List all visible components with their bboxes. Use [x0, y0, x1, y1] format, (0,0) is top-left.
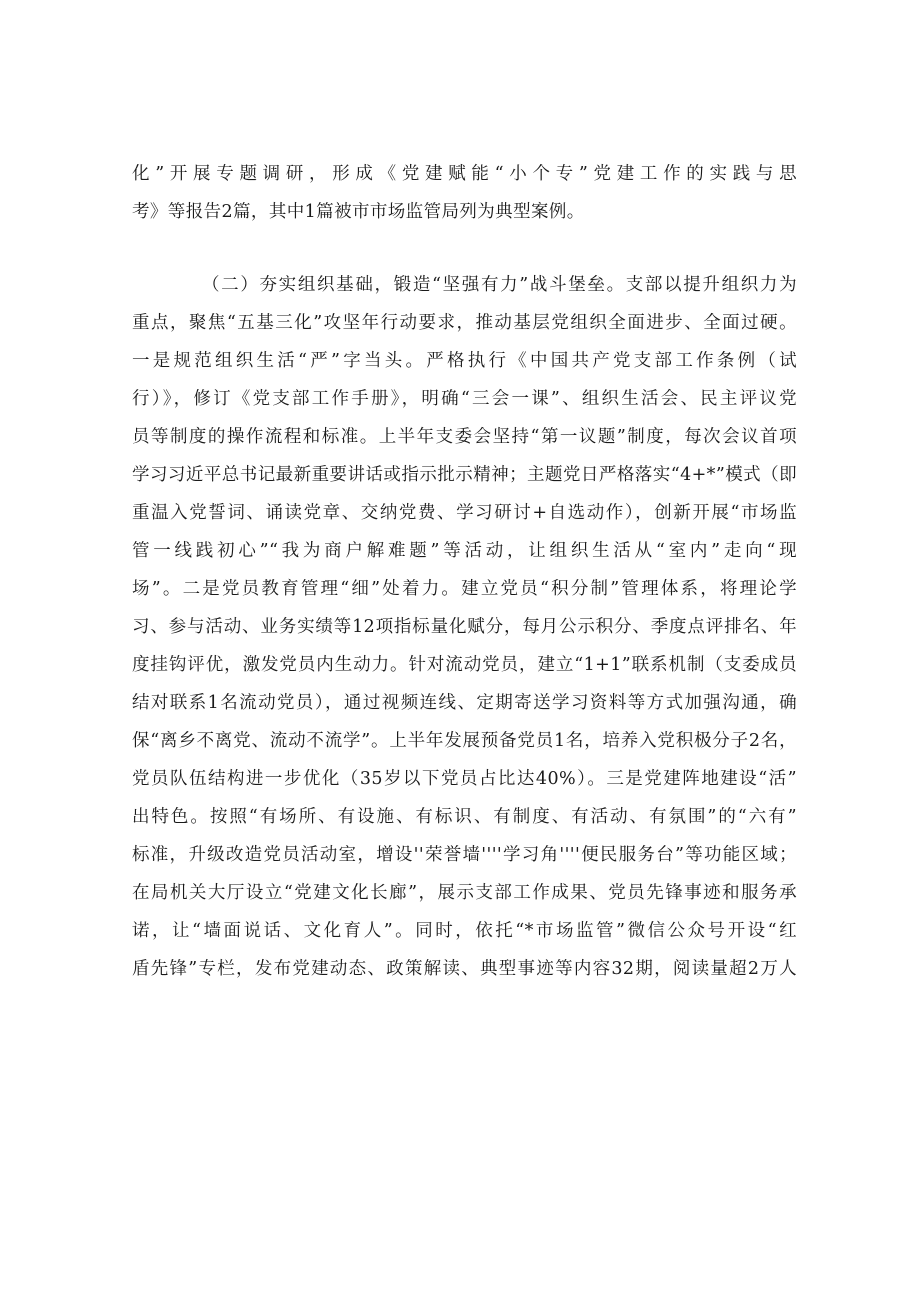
section-heading-line: （二）夯实组织基础，锻造“坚强有力”战斗堡垒。支部以提升组织力为 — [202, 275, 797, 295]
text-line: 重温入党誓词、诵读党章、交纳党费、学习研讨+自选动作），创新开展“市场监 — [132, 503, 797, 523]
text-line: 保“离乡不离党、流动不流学”。上半年发展预备党员1名，培养入党积极分子2名， — [132, 731, 797, 751]
text-line: 管一线践初心”“我为商户解难题”等活动，让组织生活从“室内”走向“现 — [132, 541, 797, 561]
text-line: 出特色。按照“有场所、有设施、有标识、有制度、有活动、有氛围”的“六有” — [132, 807, 797, 827]
text-line: 行）》，修订《党支部工作手册》，明确“三会一课”、组织生活会、民主评议党 — [132, 389, 797, 409]
text-line: 结对联系1名流动党员），通过视频连线、定期寄送学习资料等方式加强沟通，确 — [132, 693, 797, 713]
text-line: 标准，升级改造党员活动室，增设''荣誉墙''''学习角''''便民服务台”等功能区域； — [132, 845, 797, 865]
text-line: 考》等报告2篇，其中1篇被市市场监管局列为典型案例。 — [132, 202, 585, 222]
text-line: 一是规范组织生活“严”字当头。严格执行《中国共产党支部工作条例（试 — [132, 351, 797, 371]
section-two-paragraph — [132, 266, 797, 988]
text-line: 在局机关大厅设立“党建文化长廊”，展示支部工作成果、党员先锋事迹和服务承 — [132, 883, 797, 903]
text-line: 习、参与活动、业务实绩等12项指标量化赋分，每月公示积分、季度点评排名、年 — [132, 617, 797, 637]
text-line: 化”开展专题调研，形成《党建赋能“小个专”党建工作的实践与思 — [132, 164, 797, 184]
text-line: 盾先锋”专栏，发布党建动态、政策解读、典型事迹等内容32期，阅读量超2万人 — [132, 959, 797, 979]
continuation-paragraph — [132, 155, 797, 231]
text-line: 员等制度的操作流程和标准。上半年支委会坚持“第一议题”制度，每次会议首项 — [132, 427, 797, 447]
text-line: 场”。二是党员教育管理“细”处着力。建立党员“积分制”管理体系，将理论学 — [132, 579, 797, 599]
text-line: 诺，让“墙面说话、文化育人”。同时，依托“*市场监管”微信公众号开设“红 — [132, 921, 797, 941]
text-line: 重点，聚焦“五基三化”攻坚年行动要求，推动基层党组织全面进步、全面过硬。 — [132, 313, 797, 333]
text-line: 学习习近平总书记最新重要讲话或指示批示精神；主题党日严格落实“4+*”模式（即 — [132, 465, 797, 485]
text-line: 度挂钩评优，激发党员内生动力。针对流动党员，建立“1+1”联系机制（支委成员 — [132, 655, 797, 675]
text-line: 党员队伍结构进一步优化（35岁以下党员占比达40%）。三是党建阵地建设“活” — [132, 769, 797, 789]
